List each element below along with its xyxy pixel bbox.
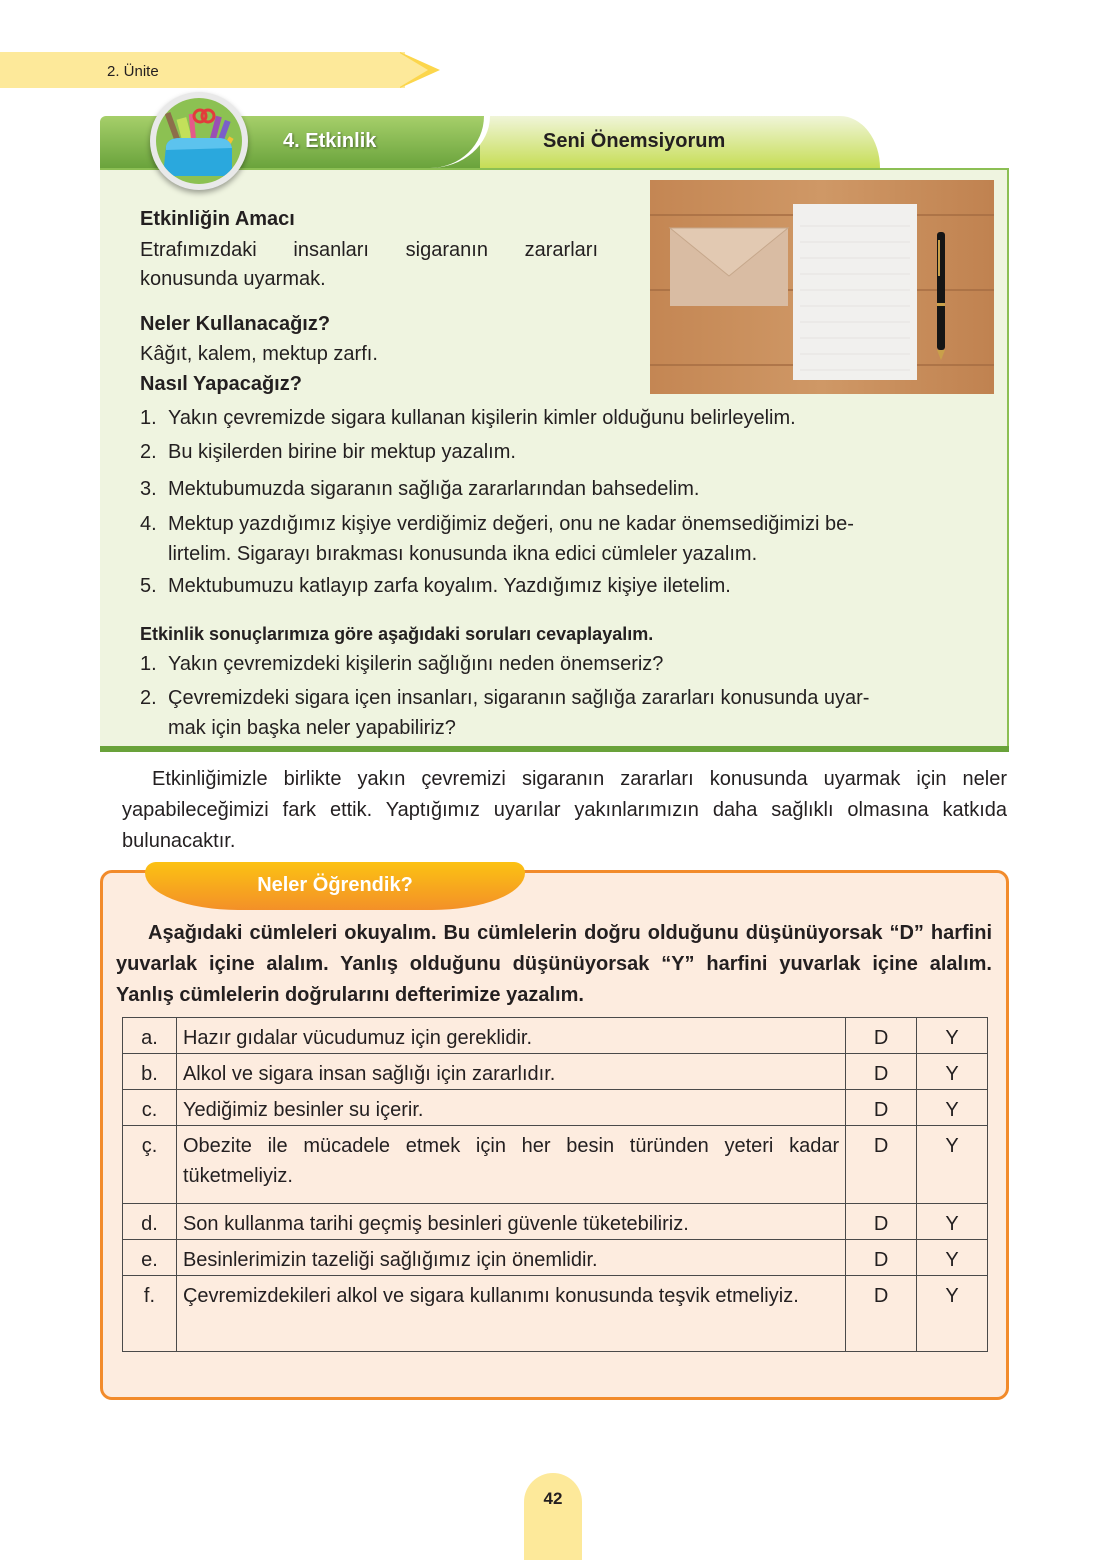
step-number: 3. <box>140 478 157 500</box>
learned-tab-label: Neler Öğrendik? <box>257 874 413 896</box>
table-row <box>123 1018 988 1054</box>
unit-label: 2. Ünite <box>107 63 159 80</box>
page-number: 42 <box>543 1489 563 1508</box>
purpose-heading: Etkinliğin Amacı <box>140 208 295 230</box>
step-text-continued: lirtelim. Sigarayı bırakması konusunda ikna edici cümleler yazalım. <box>168 543 758 565</box>
table-row <box>123 1240 988 1276</box>
row-statement: Alkol ve sigara insan sağlığı için zararlıdır. <box>176 1054 845 1090</box>
true-option[interactable]: D <box>846 1018 917 1054</box>
true-option[interactable]: D <box>846 1126 917 1204</box>
envelope-paper-pen-photo <box>650 180 994 394</box>
activity-number: 4. Etkinlik <box>283 130 377 152</box>
row-letter: ç. <box>123 1126 177 1204</box>
materials-text: Kâğıt, kalem, mektup zarfı. <box>140 343 378 365</box>
learned-tab <box>145 862 525 910</box>
activity-panel-bottom-bar <box>100 746 1009 752</box>
false-option[interactable]: Y <box>917 1276 988 1352</box>
step-number: 2. <box>140 441 157 463</box>
false-option[interactable]: Y <box>917 1054 988 1090</box>
question-number: 2. <box>140 687 157 709</box>
purpose-line-2: konusunda uyarmak. <box>140 268 326 290</box>
page-number-tab <box>524 1473 582 1560</box>
step-text: Mektup yazdığımız kişiye verdiğimiz değeri, onu ne kadar önemsediğimizi be- <box>168 513 854 535</box>
step-text: Mektubumuzda sigaranın sağlığa zararlarından bahsedelim. <box>168 478 700 500</box>
row-letter: f. <box>123 1276 177 1352</box>
questions-heading: Etkinlik sonuçlarımıza göre aşağıdaki soruları cevaplayalım. <box>140 624 654 644</box>
steps-heading: Nasıl Yapacağız? <box>140 373 302 395</box>
row-letter: d. <box>123 1204 177 1240</box>
true-option[interactable]: D <box>846 1240 917 1276</box>
question-text: Yakın çevremizdeki kişilerin sağlığını neden önemseriz? <box>168 653 664 675</box>
row-statement: Besinlerimizin tazeliği sağlığımız için önemlidir. <box>176 1240 845 1276</box>
row-letter: a. <box>123 1018 177 1054</box>
row-letter: b. <box>123 1054 177 1090</box>
step-number: 4. <box>140 513 157 535</box>
step-number: 1. <box>140 407 157 429</box>
true-option[interactable]: D <box>846 1276 917 1352</box>
table-row <box>123 1090 988 1126</box>
materials-heading: Neler Kullanacağız? <box>140 313 331 335</box>
learned-instructions: Aşağıdaki cümleleri okuyalım. Bu cümlelerin doğru olduğunu düşünüyorsak “D” harfini yuvarlak içine alalım. Yanlış olduğunu düşünüyorsak “Y” harfini yuvarlak içine alalım. Yanlış cümlelerin doğrularını defterimize yazalım. <box>116 922 992 1006</box>
true-option[interactable]: D <box>846 1090 917 1126</box>
question-number: 1. <box>140 653 157 675</box>
true-option[interactable]: D <box>846 1054 917 1090</box>
question-text-continued: mak için başka neler yapabiliriz? <box>168 717 456 739</box>
false-option[interactable]: Y <box>917 1240 988 1276</box>
purpose-line-1: Etrafımızdaki insanları sigaranın zararları <box>140 239 598 261</box>
question-text: Çevremizdeki sigara içen insanları, sigaranın sağlığa zararları konusunda uyar- <box>168 687 870 709</box>
step-text: Bu kişilerden birine bir mektup yazalım. <box>168 441 516 463</box>
row-statement: Çevremizdekileri alkol ve sigara kullanımı konusunda teşvik etmeliyiz. <box>176 1276 845 1352</box>
unit-banner <box>0 52 442 88</box>
step-text: Yakın çevremizde sigara kullanan kişilerin kimler olduğunu belirleyelim. <box>168 407 796 429</box>
false-option[interactable]: Y <box>917 1090 988 1126</box>
table-row <box>123 1204 988 1240</box>
step-text: Mektubumuzu katlayıp zarfa koyalım. Yazdığımız kişiye iletelim. <box>168 575 731 597</box>
row-statement: Obezite ile mücadele etmek için her besin türünden yeteri kadar tüketmeliyiz. <box>176 1126 845 1204</box>
table-row <box>123 1126 988 1204</box>
row-statement: Yediğimiz besinler su içerir. <box>176 1090 845 1126</box>
step-number: 5. <box>140 575 157 597</box>
row-statement: Hazır gıdalar vücudumuz için gereklidir. <box>176 1018 845 1054</box>
summary-paragraph: Etkinliğimizle birlikte yakın çevremizi sigaranın zararları konusunda uyarmak için neler yapabileceğimizi fark ettik. Yaptığımız uyarılar yakınlarımızın daha sağlıklı olmasına katkıda bulunacaktır. <box>122 768 1007 852</box>
true-option[interactable]: D <box>846 1204 917 1240</box>
false-option[interactable]: Y <box>917 1204 988 1240</box>
activity-title: Seni Önemsiyorum <box>543 130 726 152</box>
false-option[interactable]: Y <box>917 1126 988 1204</box>
unit-banner-bar <box>0 52 405 88</box>
true-false-table <box>122 1017 988 1352</box>
pencil-case-icon <box>150 92 248 190</box>
false-option[interactable]: Y <box>917 1018 988 1054</box>
table-row <box>123 1276 988 1352</box>
unit-banner-arrow-inner <box>398 52 428 88</box>
table-row <box>123 1054 988 1090</box>
row-statement: Son kullanma tarihi geçmiş besinleri güvenle tüketebiliriz. <box>176 1204 845 1240</box>
row-letter: e. <box>123 1240 177 1276</box>
row-letter: c. <box>123 1090 177 1126</box>
